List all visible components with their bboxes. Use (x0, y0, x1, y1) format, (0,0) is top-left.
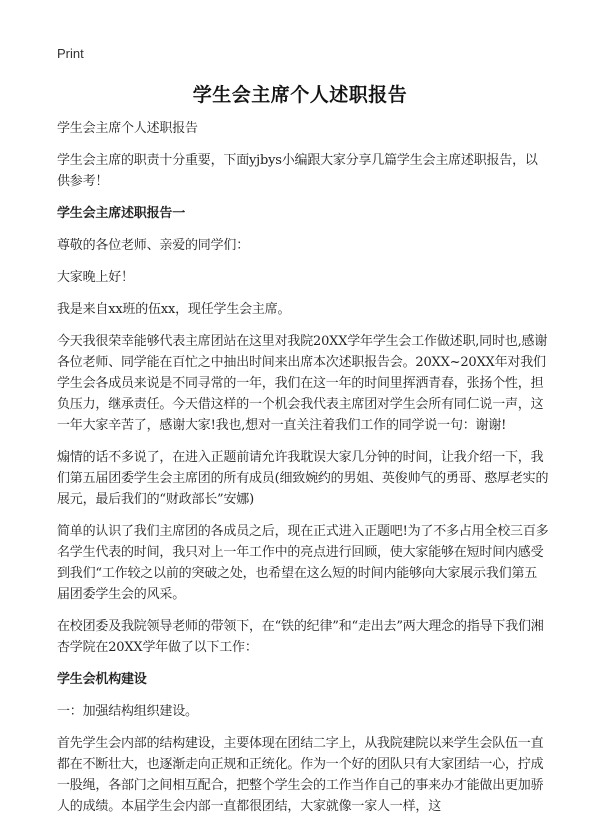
paragraph-salutation: 尊敬的各位老师、亲爱的同学们： (57, 238, 250, 253)
paragraph-body: 今天我很荣幸能够代表主席团站在这里对我院20XX学年学生会工作做述职,同时也,感谢各位老师、同学能在百忙之中抽出时间来出席本次述职报告会。20XX~20XX年对我们学生会各成员来说是不同寻常的一年，我们在这一年的时间里挥洒青春，张扬个性，担负压力，继承责任。今天借这样的一个机会我代表主席团对学生会所有同仁说一声，这一年大家辛苦了，感谢大家!我也,想对一直关注着我们工作的同学说一句：谢谢! (57, 334, 548, 433)
paragraph-item: 一：加强结构组织建设。 (57, 704, 198, 719)
paragraph-intro: 学生会主席的职责十分重要，下面yjbys小编跟大家分享几篇学生会主席述职报告，以供参考！ (57, 153, 538, 189)
paragraph-body: 煽情的话不多说了，在进入正题前请允许我耽误大家几分钟的时间，让我介绍一下，我们第五届团委学生会主席团的所有成员(细致婉约的男姐、英俊帅气的勇哥、憨厚老实的展元，最后我们的“财政部长”安娜) (57, 450, 549, 507)
paragraph-body: 简单的认识了我们主席团的各成员之后，现在正式进入正题吧!为了不多占用全校三百多名学生代表的时间，我只对上一年工作中的亮点进行回顾，使大家能够在短时间内感受到我们“工作较之以前的突破之处，也希望在这么短的时间内能够向大家展示我们第五届团委学生会的风采。 (57, 524, 549, 602)
paragraph-self-intro: 我是来自xx班的伍xx，现任学生会主席。 (57, 302, 291, 317)
document-body (57, 118, 549, 828)
paragraph-greeting: 大家晚上好！ (57, 270, 134, 285)
section-heading-organization: 学生会机构建设 (57, 672, 147, 687)
paragraph-body: 在校团委及我院领导老师的带领下，在“铁的纪律”和“走出去”两大理念的指导下我们湘杏学院在20XX学年做了以下工作： (57, 619, 544, 655)
paragraph-body: 首先学生会内部的结构建设，主要体现在团结二字上，从我院建院以来学生会队伍一直都在不断壮大，也逐渐走向正规和正统化。作为一个好的团队只有大家团结一心，拧成一股绳，各部门之间相互配合，把整个学生会的工作当作自己的事来办才能做出更加骄人的成绩。本届学生会内部一直都很团结，大家就像一家人一样，这 (57, 736, 544, 814)
document-title: 学生会主席个人述职报告 (192, 84, 408, 106)
print-link[interactable]: Print (57, 46, 84, 61)
paragraph-subtitle: 学生会主席个人述职报告 (57, 121, 198, 136)
section-heading-report-one: 学生会主席述职报告一 (57, 206, 186, 221)
